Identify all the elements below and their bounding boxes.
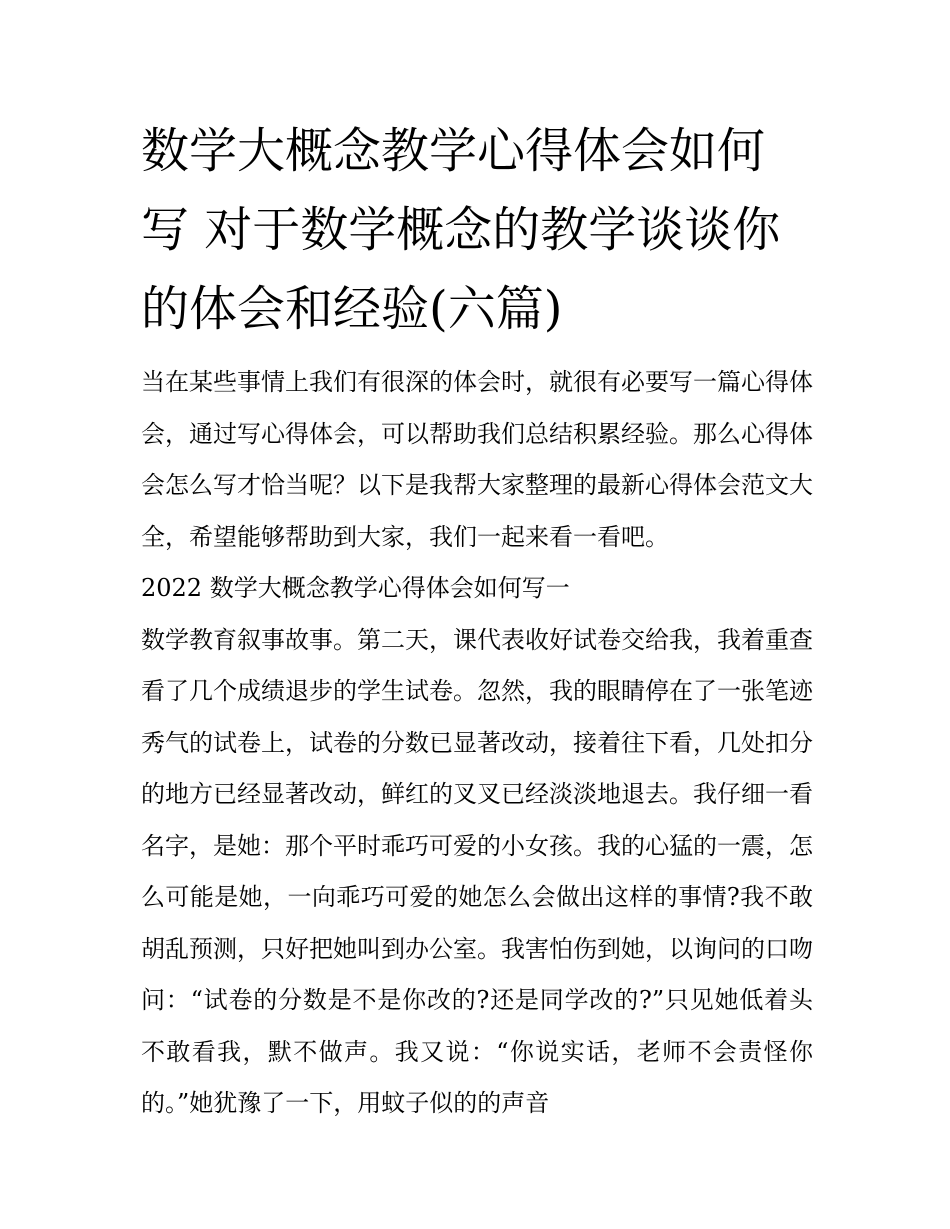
section-paragraph: 数学教育叙事故事。第二天，课代表收好试卷交给我，我着重查看了几个成绩退步的学生试卷。忽然，我的眼睛停在了一张笔迹秀气的试卷上，试卷的分数已显著改动，接着往下看，几处扣分的地方已经显著改动，鲜红的叉叉已经淡淡地退去。我仔细一看名字，是她：那个平时乖巧可爱的小女孩。我的心猛的一震，怎么可能是她，一向乖巧可爱的她怎么会做出这样的事情?我不敢胡乱预测，只好把她叫到办公室。我害怕伤到她，以询问的口吻问：“试卷的分数是不是你改的?还是同学改的?”只见她低着头不敢看我，默不做声。我又说：“你说实话，老师不会责怪你的。”她犹豫了一下，用蚊子似的的声音 — [141, 625, 813, 1117]
title-line: 写 对于数学概念的教学谈谈你 — [141, 202, 781, 258]
section-heading: 2022 数学大概念教学心得体会如何写一 — [141, 574, 570, 602]
document-body — [141, 357, 813, 1130]
title-line: 的体会和经验(六篇) — [141, 281, 563, 337]
intro-paragraph: 当在某些事情上我们有很深的体会时，就很有必要写一篇心得体会，通过写心得体会，可以帮助我们总结积累经验。那么心得体会怎么写才恰当呢？以下是我帮大家整理的最新心得体会范文大全，希望能够帮助到大家，我们一起来看一看吧。 — [141, 368, 813, 551]
title-line: 数学大概念教学心得体会如何 — [141, 123, 766, 179]
document-page — [141, 112, 813, 1130]
document-title — [141, 112, 813, 349]
